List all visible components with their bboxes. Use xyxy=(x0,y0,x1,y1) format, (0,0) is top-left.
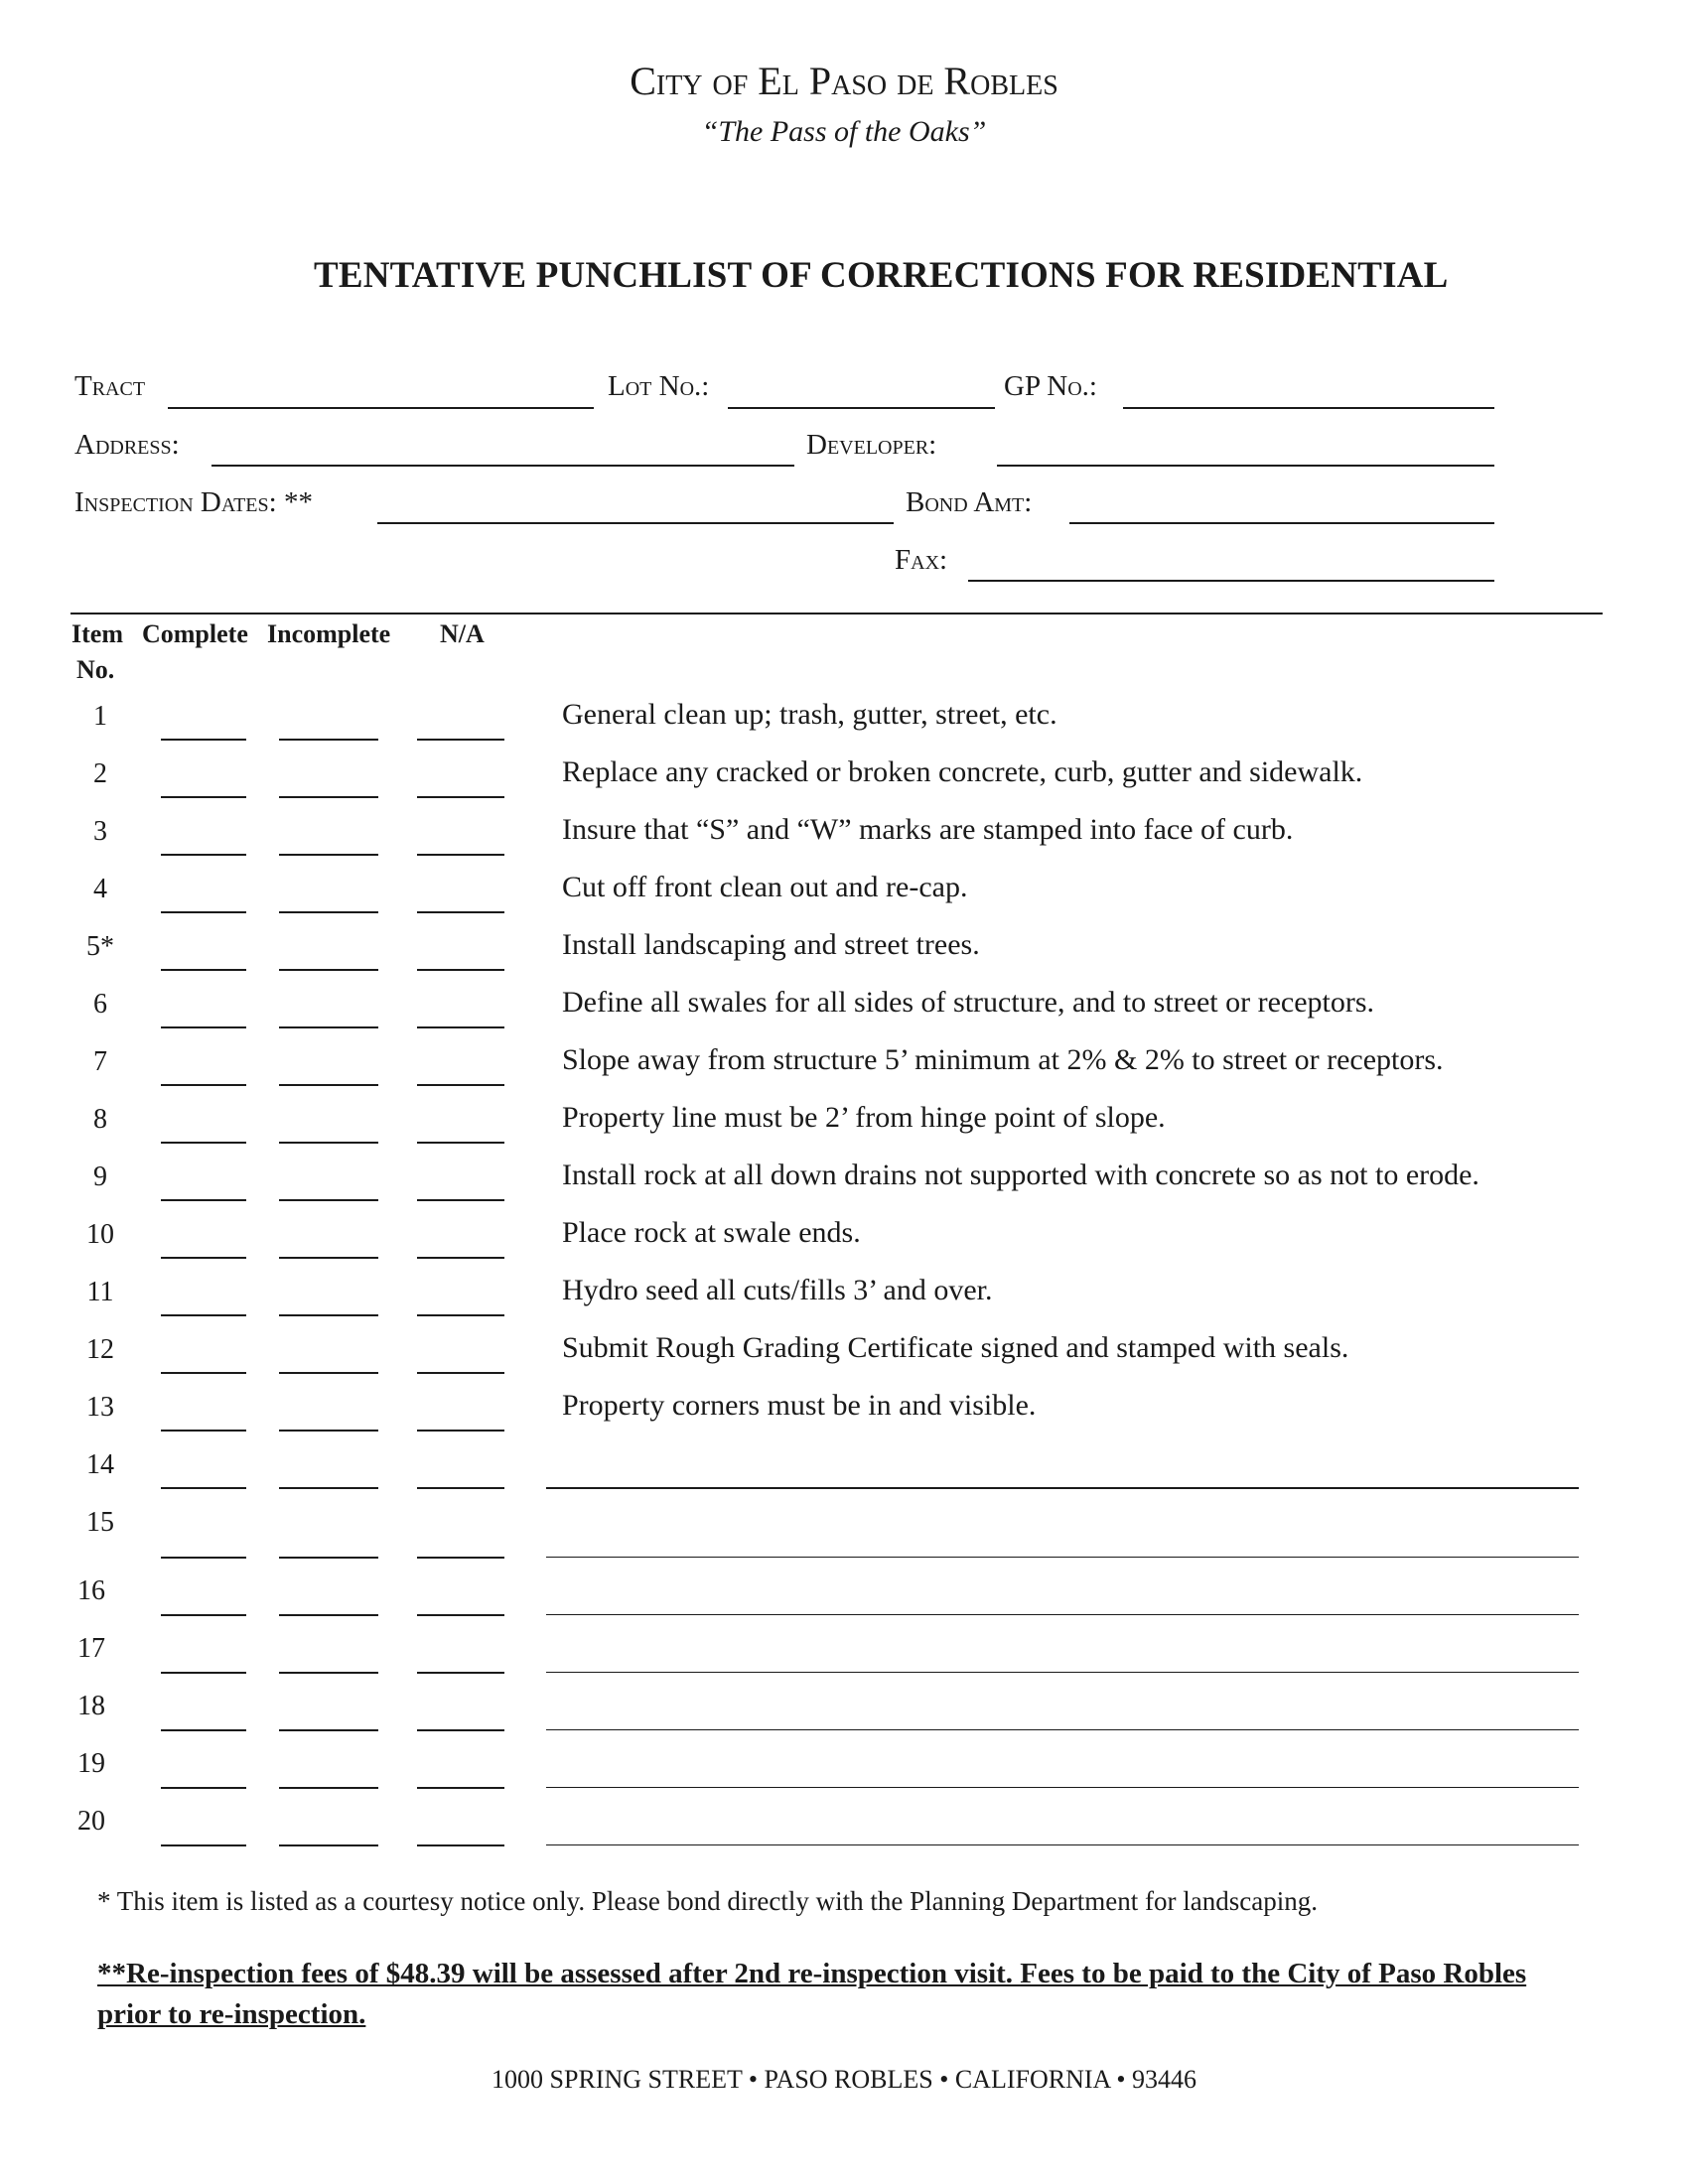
complete-blank[interactable] xyxy=(161,1557,246,1559)
item-description: Slope away from structure 5’ minimum at 2% & 2% to street or receptors. xyxy=(562,1043,1444,1076)
org-motto: “The Pass of the Oaks” xyxy=(701,115,987,148)
na-blank[interactable] xyxy=(417,739,504,741)
item-description: Insure that “S” and “W” marks are stamped into face of curb. xyxy=(562,813,1294,846)
item-description: Hydro seed all cuts/fills 3’ and over. xyxy=(562,1274,993,1306)
tract-input[interactable] xyxy=(168,407,594,409)
incomplete-blank[interactable] xyxy=(279,854,378,856)
complete-blank[interactable] xyxy=(161,1487,246,1489)
na-blank[interactable] xyxy=(417,1787,504,1789)
complete-blank[interactable] xyxy=(161,1084,246,1086)
reinspection-fees-notice: **Re-inspection fees of $48.39 will be assessed after 2nd re-inspection visit. Fees to be paid to the City of Paso Robles prior to re-inspection. xyxy=(97,1958,1527,2030)
courtesy-footnote: * This item is listed as a courtesy notice only. Please bond directly with the Planning Department for landscaping. xyxy=(97,1886,1318,1916)
item-number: 12 xyxy=(86,1334,114,1365)
item-number: 1 xyxy=(93,701,107,732)
incomplete-blank[interactable] xyxy=(279,1372,378,1374)
incomplete-blank[interactable] xyxy=(279,1314,378,1316)
lot-no-label: Lot No.: xyxy=(608,370,710,402)
inspection-dates-input[interactable] xyxy=(377,522,894,524)
developer-input[interactable] xyxy=(997,465,1494,467)
form-title: TENTATIVE PUNCHLIST OF CORRECTIONS FOR RESIDENTIAL xyxy=(314,255,1449,296)
address-label: Address: xyxy=(74,429,180,461)
col-no-header: No. xyxy=(76,655,115,684)
item-number: 11 xyxy=(86,1277,114,1307)
item-description: Submit Rough Grading Certificate signed and stamped with seals. xyxy=(562,1331,1349,1364)
item-number: 18 xyxy=(77,1691,105,1721)
col-item-header: Item xyxy=(71,619,123,648)
item-description: Install landscaping and street trees. xyxy=(562,928,980,961)
fax-label: Fax: xyxy=(895,544,948,576)
complete-blank[interactable] xyxy=(161,739,246,741)
incomplete-blank[interactable] xyxy=(279,1142,378,1144)
incomplete-blank[interactable] xyxy=(279,1787,378,1789)
item-description-input[interactable] xyxy=(546,1487,1579,1489)
item-number: 2 xyxy=(93,758,107,789)
item-number: 7 xyxy=(93,1046,107,1077)
complete-blank[interactable] xyxy=(161,854,246,856)
na-blank[interactable] xyxy=(417,1557,504,1559)
city-address: 1000 SPRING STREET • PASO ROBLES • CALIFORNIA • 93446 xyxy=(492,2065,1196,2094)
item-description-input[interactable] xyxy=(546,1844,1579,1845)
item-description-input[interactable] xyxy=(546,1614,1579,1615)
incomplete-blank[interactable] xyxy=(279,911,378,913)
incomplete-blank[interactable] xyxy=(279,1672,378,1674)
col-complete-header: Complete xyxy=(142,619,248,648)
na-blank[interactable] xyxy=(417,1084,504,1086)
incomplete-blank[interactable] xyxy=(279,739,378,741)
incomplete-blank[interactable] xyxy=(279,1729,378,1731)
fax-input[interactable] xyxy=(968,580,1494,582)
na-blank[interactable] xyxy=(417,1729,504,1731)
complete-blank[interactable] xyxy=(161,1614,246,1616)
item-number: 14 xyxy=(86,1449,114,1480)
na-blank[interactable] xyxy=(417,1314,504,1316)
incomplete-blank[interactable] xyxy=(279,1487,378,1489)
complete-blank[interactable] xyxy=(161,1026,246,1028)
complete-blank[interactable] xyxy=(161,1787,246,1789)
item-number: 19 xyxy=(77,1748,105,1779)
item-number: 5* xyxy=(86,931,114,962)
item-number: 16 xyxy=(77,1575,105,1606)
address-input[interactable] xyxy=(211,465,794,467)
na-blank[interactable] xyxy=(417,1430,504,1432)
item-description: Define all swales for all sides of structure, and to street or receptors. xyxy=(562,986,1375,1019)
bond-amt-input[interactable] xyxy=(1069,522,1494,524)
col-incomplete-header: Incomplete xyxy=(267,619,391,648)
item-description-input[interactable] xyxy=(546,1729,1579,1730)
gp-no-label: GP No.: xyxy=(1004,370,1097,402)
complete-blank[interactable] xyxy=(161,1314,246,1316)
tract-label: Tract xyxy=(74,370,146,402)
org-title: City of El Paso de Robles xyxy=(630,59,1058,103)
complete-blank[interactable] xyxy=(161,1844,246,1846)
na-blank[interactable] xyxy=(417,1614,504,1616)
item-number: 17 xyxy=(77,1633,105,1664)
item-number: 9 xyxy=(93,1161,107,1192)
item-description: Property corners must be in and visible. xyxy=(562,1389,1037,1422)
item-description: Property line must be 2’ from hinge point of slope. xyxy=(562,1101,1166,1134)
item-number: 13 xyxy=(86,1392,114,1423)
complete-blank[interactable] xyxy=(161,1257,246,1259)
incomplete-blank[interactable] xyxy=(279,1257,378,1259)
item-description: Place rock at swale ends. xyxy=(562,1216,861,1249)
complete-blank[interactable] xyxy=(161,1199,246,1201)
na-blank[interactable] xyxy=(417,1199,504,1201)
na-blank[interactable] xyxy=(417,1142,504,1144)
na-blank[interactable] xyxy=(417,796,504,798)
na-blank[interactable] xyxy=(417,911,504,913)
incomplete-blank[interactable] xyxy=(279,1844,378,1846)
item-description: Cut off front clean out and re-cap. xyxy=(562,871,968,903)
complete-blank[interactable] xyxy=(161,969,246,971)
item-number: 15 xyxy=(86,1507,114,1538)
item-description: General clean up; trash, gutter, street, etc. xyxy=(562,698,1057,731)
na-blank[interactable] xyxy=(417,1026,504,1028)
item-number: 3 xyxy=(93,816,107,847)
na-blank[interactable] xyxy=(417,1844,504,1846)
complete-blank[interactable] xyxy=(161,1729,246,1731)
item-number: 20 xyxy=(77,1806,105,1837)
incomplete-blank[interactable] xyxy=(279,1430,378,1432)
item-number: 4 xyxy=(93,874,107,904)
inspection-dates-label: Inspection Dates: ** xyxy=(74,486,313,518)
item-description-input[interactable] xyxy=(546,1557,1579,1558)
item-description-input[interactable] xyxy=(546,1787,1579,1788)
complete-blank[interactable] xyxy=(161,1142,246,1144)
incomplete-blank[interactable] xyxy=(279,1026,378,1028)
incomplete-blank[interactable] xyxy=(279,1557,378,1559)
complete-blank[interactable] xyxy=(161,1430,246,1432)
developer-label: Developer: xyxy=(806,429,937,461)
col-na-header: N/A xyxy=(440,619,485,648)
complete-blank[interactable] xyxy=(161,911,246,913)
item-description: Replace any cracked or broken concrete, curb, gutter and sidewalk. xyxy=(562,755,1363,788)
incomplete-blank[interactable] xyxy=(279,1084,378,1086)
incomplete-blank[interactable] xyxy=(279,969,378,971)
complete-blank[interactable] xyxy=(161,796,246,798)
incomplete-blank[interactable] xyxy=(279,796,378,798)
item-description: Install rock at all down drains not supported with concrete so as not to erode. xyxy=(562,1159,1479,1191)
na-blank[interactable] xyxy=(417,969,504,971)
na-blank[interactable] xyxy=(417,1487,504,1489)
item-number: 8 xyxy=(93,1104,107,1135)
incomplete-blank[interactable] xyxy=(279,1199,378,1201)
item-number: 10 xyxy=(86,1219,114,1250)
na-blank[interactable] xyxy=(417,1672,504,1674)
bond-amt-label: Bond Amt: xyxy=(906,486,1033,518)
lot-no-input[interactable] xyxy=(728,407,995,409)
na-blank[interactable] xyxy=(417,1372,504,1374)
gp-no-input[interactable] xyxy=(1123,407,1494,409)
item-number: 6 xyxy=(93,989,107,1020)
na-blank[interactable] xyxy=(417,1257,504,1259)
header-divider xyxy=(70,613,1603,614)
item-description-input[interactable] xyxy=(546,1672,1579,1673)
na-blank[interactable] xyxy=(417,854,504,856)
incomplete-blank[interactable] xyxy=(279,1614,378,1616)
complete-blank[interactable] xyxy=(161,1372,246,1374)
complete-blank[interactable] xyxy=(161,1672,246,1674)
